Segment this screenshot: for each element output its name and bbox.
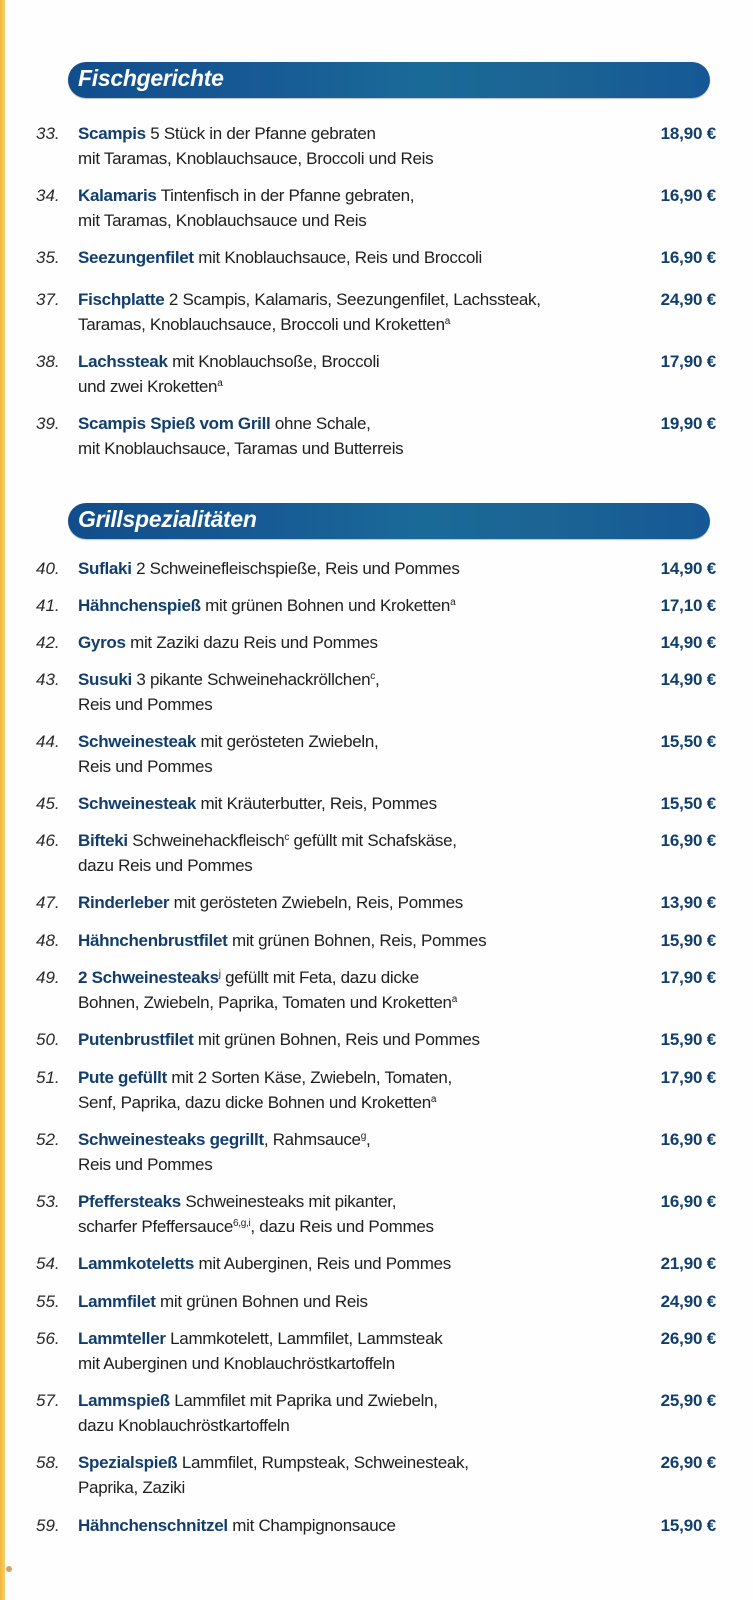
item-price: 18,90 € [660,124,716,143]
item-number: 49. [36,968,60,987]
item-desc: 2 Schweinefleischspieße, Reis und Pommes [136,559,460,578]
item-description [78,1289,638,1314]
item-description [78,1189,638,1239]
item-desc-line2: Senf, Paprika, dazu dicke Bohnen und Kroketten [78,1093,431,1112]
item-name: Hähnchenspieß [78,596,201,615]
item-desc: mit Champignonsauce [232,1516,396,1535]
allergen-note: a [444,316,450,327]
item-price: 14,90 € [660,670,716,689]
item-desc-line2: Bohnen, Zwiebeln, Paprika, Tomaten und Kroketten [78,993,452,1012]
allergen-note: j [218,969,221,980]
item-name: Kalamaris [78,186,157,205]
item-number: 59. [36,1516,60,1535]
item-price: 26,90 € [660,1329,716,1348]
decorative-dot [6,1566,12,1572]
item-number: 55. [36,1292,60,1311]
allergen-note: a [451,994,457,1005]
item-description [78,630,638,655]
allergen-note: c [370,671,375,682]
item-name: Hähnchenschnitzel [78,1516,228,1535]
item-number: 44. [36,732,60,751]
item-description [78,791,638,816]
item-desc: mit grünen Bohnen, Reis und Pommes [197,1030,480,1049]
section-title: Grillspezialitäten [78,506,257,532]
item-number: 53. [36,1192,60,1211]
section-header [68,503,710,539]
item-name: Rinderleber [78,893,170,912]
item-price: 25,90 € [660,1391,716,1410]
left-edge-stripe [0,0,5,1600]
item-price: 16,90 € [660,186,716,205]
item-number: 35. [36,248,60,267]
item-name: Lammteller [78,1329,166,1348]
item-name: Pfeffersteaks [78,1192,181,1211]
item-price: 16,90 € [660,1192,716,1211]
item-name: Scampis [78,124,146,143]
item-desc: mit grünen Bohnen, Reis, Pommes [231,931,487,950]
allergen-note: c [284,832,290,843]
item-name: 2 Schweinesteaks [78,968,219,987]
item-number: 45. [36,794,60,813]
item-price: 24,90 € [660,1292,716,1311]
item-number: 41. [36,596,60,615]
item-price: 15,90 € [660,931,716,950]
item-name: Lammfilet [78,1292,156,1311]
item-price: 26,90 € [660,1453,716,1472]
allergen-note: a [217,378,223,389]
item-name: Lammkoteletts [78,1254,195,1273]
item-desc: Lammfilet mit Paprika und Zwiebeln, [174,1391,438,1410]
item-desc-line2: und zwei Kroketten [78,377,218,396]
item-desc: , Rahmsauce [263,1130,361,1149]
item-description [78,556,638,581]
item-desc-line2: Reis und Pommes [78,757,213,776]
item-desc: mit grünen Bohnen und Reis [160,1292,368,1311]
item-price: 19,90 € [660,414,716,433]
item-desc: gefüllt mit Feta, dazu dicke [225,968,419,987]
item-number: 54. [36,1254,60,1273]
item-desc: Schweinehackfleisch [132,831,285,850]
item-number: 42. [36,633,60,652]
item-description [78,1326,638,1376]
item-desc-line2: mit Taramas, Knoblauchsauce und Reis [78,211,367,230]
item-desc-line2: mit Taramas, Knoblauchsauce, Broccoli und Reis [78,149,434,168]
item-desc: 2 Scampis, Kalamaris, Seezungenfilet, Lachssteak, [168,290,541,309]
item-desc: 3 pikante Schweinehackröllchen [136,670,371,689]
item-number: 58. [36,1453,60,1472]
item-desc-line2: mit Knoblauchsauce, Taramas und Butterreis [78,439,404,458]
item-price: 17,10 € [660,596,716,615]
item-price: 16,90 € [660,831,716,850]
item-price: 15,50 € [660,732,716,751]
item-desc: mit 2 Sorten Käse, Zwiebeln, Tomaten, [171,1068,452,1087]
item-desc: mit Zaziki dazu Reis und Pommes [130,633,378,652]
item-description [78,411,638,461]
item-price: 24,90 € [660,290,716,309]
item-name: Susuki [78,670,132,689]
item-description [78,965,638,1015]
item-number: 37. [36,290,60,309]
item-description [78,349,638,399]
item-desc: Schweinesteaks mit pikanter, [185,1192,397,1211]
item-desc: Lammkotelett, Lammfilet, Lammsteak [170,1329,443,1348]
item-description [78,183,638,233]
item-desc-line2: dazu Reis und Pommes [78,856,253,875]
item-name: Suflaki [78,559,132,578]
item-description [78,287,638,337]
item-desc-line2-tail: , dazu Reis und Pommes [250,1217,434,1236]
item-description [78,729,638,779]
allergen-note: a [430,1094,437,1105]
item-name: Spezialspieß [78,1453,178,1472]
item-number: 46. [36,831,60,850]
item-description [78,667,638,717]
item-price: 15,90 € [660,1030,716,1049]
item-desc: mit grünen Bohnen und Kroketten [205,596,451,615]
allergen-note: 6,g,i [232,1218,251,1229]
item-price: 16,90 € [660,248,716,267]
item-description [78,1513,638,1538]
item-price: 15,90 € [660,1516,716,1535]
item-desc: mit Knoblauchsoße, Broccoli [172,352,380,371]
item-number: 51. [36,1068,60,1087]
item-number: 57. [36,1391,60,1410]
item-description [78,928,638,953]
item-number: 56. [36,1329,60,1348]
item-desc-line2: scharfer Pfeffersauce [78,1217,233,1236]
item-number: 50. [36,1030,60,1049]
item-name: Schweinesteaks gegrillt [78,1130,264,1149]
item-desc-line2: mit Auberginen und Knoblauchröstkartoffeln [78,1354,395,1373]
item-description [78,593,638,618]
item-name: Hähnchenbrustfilet [78,931,228,950]
item-desc: mit Knoblauchsauce, Reis und Broccoli [198,248,482,267]
item-number: 33. [36,124,60,143]
item-desc: Lammfilet, Rumpsteak, Schweinesteak, [181,1453,469,1472]
item-desc-line2: Reis und Pommes [78,1155,213,1174]
item-price: 17,90 € [660,1068,716,1087]
item-description [78,828,638,878]
item-desc: ohne Schale, [274,414,371,433]
item-number: 48. [36,931,60,950]
item-name: Scampis Spieß vom Grill [78,414,271,433]
item-description [78,1251,638,1276]
item-description [78,1127,638,1177]
item-number: 38. [36,352,60,371]
allergen-note: g [360,1131,366,1142]
item-number: 39. [36,414,60,433]
item-desc-line2: dazu Knoblauchröstkartoffeln [78,1416,290,1435]
item-price: 15,50 € [660,794,716,813]
item-price: 16,90 € [660,1130,716,1149]
item-desc: mit gerösteten Zwiebeln, Reis, Pommes [173,893,463,912]
item-name: Bifteki [78,831,128,850]
item-name: Seezungenfilet [78,248,194,267]
item-desc-tail: , [374,670,380,689]
item-description [78,1027,638,1052]
item-desc: mit gerösteten Zwiebeln, [200,732,379,751]
item-price: 13,90 € [660,893,716,912]
section-title: Fischgerichte [78,65,224,91]
item-description [78,890,638,915]
item-desc-line2: Reis und Pommes [78,695,213,714]
item-number: 40. [36,559,60,578]
item-description [78,1065,638,1115]
item-name: Lachssteak [78,352,168,371]
item-description [78,245,638,270]
item-name: Lammspieß [78,1391,170,1410]
item-description [78,1450,638,1500]
item-desc: mit Kräuterbutter, Reis, Pommes [200,794,437,813]
item-number: 43. [36,670,60,689]
item-desc-line2: Paprika, Zaziki [78,1478,185,1497]
item-name: Schweinesteak [78,794,196,813]
item-desc: Tintenfisch in der Pfanne gebraten, [160,186,415,205]
item-name: Putenbrustfilet [78,1030,194,1049]
item-description [78,121,638,171]
item-description [78,1388,638,1438]
item-desc-tail: , [365,1130,371,1149]
item-price: 14,90 € [660,559,716,578]
section-header [68,62,710,98]
item-price: 17,90 € [660,352,716,371]
item-number: 52. [36,1130,60,1149]
item-desc: 5 Stück in der Pfanne gebraten [150,124,376,143]
item-desc-tail: gefüllt mit Schafskäse, [289,831,457,850]
item-price: 21,90 € [660,1254,716,1273]
item-name: Gyros [78,633,126,652]
item-price: 17,90 € [660,968,716,987]
item-price: 14,90 € [660,633,716,652]
item-name: Pute gefüllt [78,1068,167,1087]
item-desc-line2: Taramas, Knoblauchsauce, Broccoli und Kroketten [78,315,445,334]
item-number: 34. [36,186,60,205]
item-name: Fischplatte [78,290,165,309]
item-name: Schweinesteak [78,732,196,751]
item-number: 47. [36,893,60,912]
allergen-note: a [450,597,456,608]
item-desc: mit Auberginen, Reis und Pommes [198,1254,451,1273]
